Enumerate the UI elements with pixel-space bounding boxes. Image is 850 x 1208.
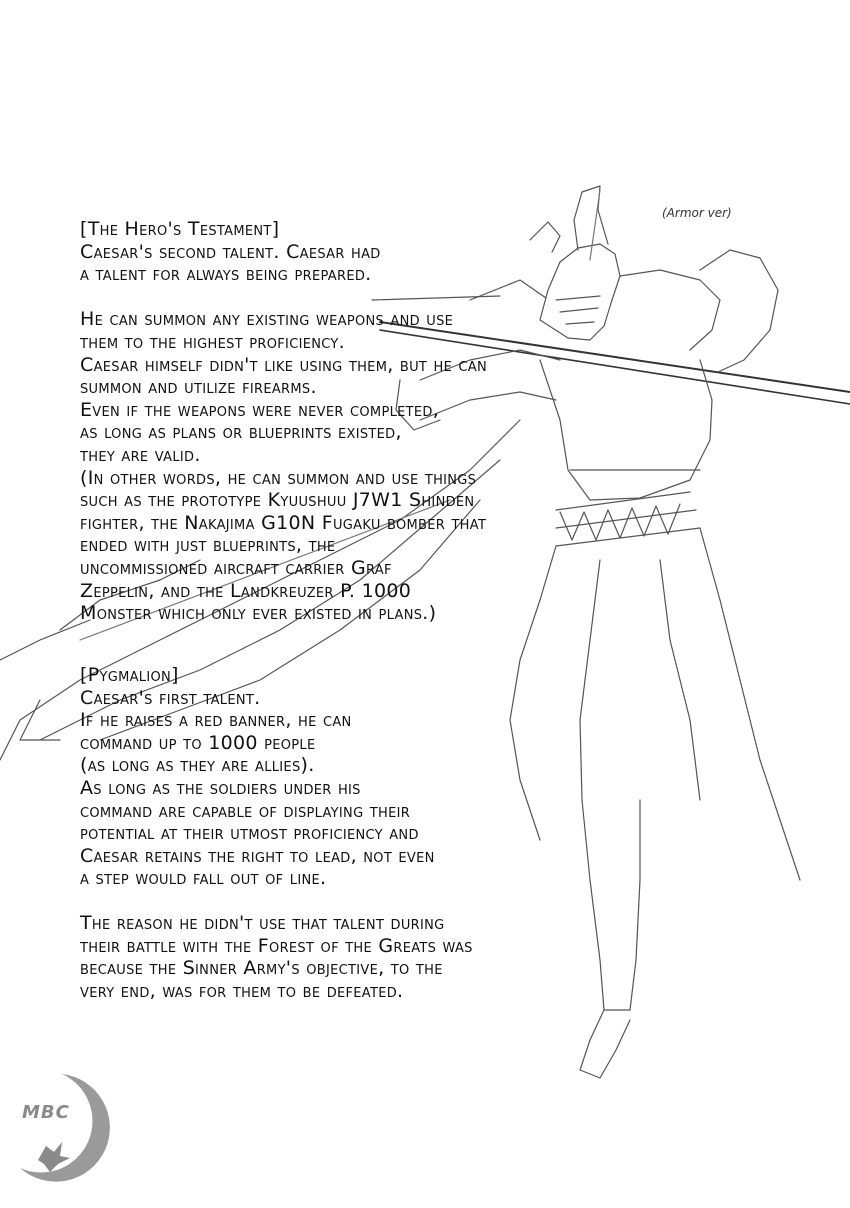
- text-line: command are capable of displaying their: [80, 799, 411, 822]
- text-line: a step would fall out of line.: [80, 867, 327, 890]
- text-line: potential at their utmost proficiency and: [80, 822, 419, 845]
- text-line: command up to 1000 people: [80, 731, 316, 754]
- text-line: Monster which only ever existed in plans.): [80, 602, 437, 625]
- text-line: as long as plans or blueprints existed,: [80, 421, 402, 444]
- text-line: Zeppelin, and the Landkreuzer P. 1000: [80, 579, 412, 602]
- text-line: them to the highest proficiency.: [80, 330, 345, 353]
- text-line: their battle with the Forest of the Greats was: [80, 934, 473, 957]
- text-line: Caesar's second talent. Caesar had: [80, 240, 381, 263]
- legs: [510, 528, 800, 1078]
- helmet: [530, 186, 620, 340]
- pygmalion-section: [80, 664, 435, 890]
- text-line: uncommissioned aircraft carrier Graf: [80, 556, 392, 579]
- text-line: very end, was for them to be defeated.: [80, 979, 404, 1002]
- text-line: ended with just blueprints, the: [80, 534, 336, 557]
- text-line: they are valid.: [80, 443, 201, 466]
- text-line: (In other words, he can summon and use things: [80, 466, 477, 489]
- text-line: (as long as they are allies).: [80, 754, 315, 777]
- mbc-logo-text: MBC: [22, 1102, 70, 1123]
- text-line: Caesar's first talent.: [80, 686, 261, 709]
- text-line: summon and utilize firearms.: [80, 376, 317, 399]
- text-line: because the Sinner Army's objective, to the: [80, 957, 443, 980]
- text-line: [Pygmalion]: [80, 664, 179, 686]
- torso: [540, 360, 712, 546]
- crescent-moon-rabbit-icon: [10, 1072, 114, 1182]
- text-line: fighter, the Nakajima G10N Fugaku bomber that: [80, 511, 487, 534]
- text-line: such as the prototype Kyuushuu J7W1 Shinden: [80, 489, 475, 512]
- text-line: As long as the soldiers under his: [80, 776, 361, 799]
- text-line: Even if the weapons were never completed,: [80, 398, 440, 421]
- heros-testament-section: [80, 218, 487, 625]
- illustration-caption: (Armor ver): [662, 206, 732, 220]
- text-line: He can summon any existing weapons and use: [80, 308, 454, 331]
- reason-section: [80, 912, 473, 1002]
- text-line: Caesar himself didn't like using them, but he can: [80, 353, 488, 376]
- text-line: The reason he didn't use that talent during: [80, 912, 445, 934]
- text-line: [The Hero's Testament]: [80, 218, 280, 240]
- text-line: a talent for always being prepared.: [80, 263, 372, 286]
- pauldrons: [470, 250, 778, 372]
- paragraph-gap: [80, 286, 487, 309]
- text-line: Caesar retains the right to lead, not even: [80, 844, 435, 867]
- text-line: If he raises a red banner, he can: [80, 709, 352, 732]
